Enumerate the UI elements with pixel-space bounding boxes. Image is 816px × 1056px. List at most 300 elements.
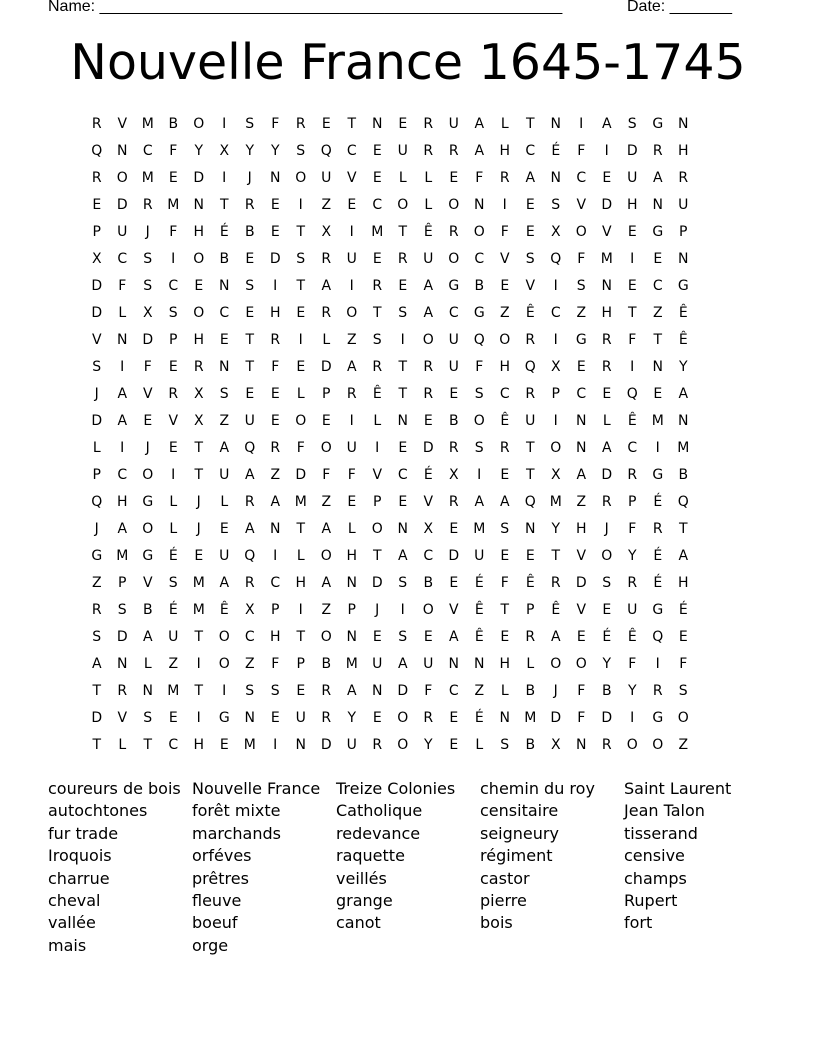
grid-letter: E [219, 332, 229, 348]
grid-letter: S [602, 575, 612, 591]
word-item: Rupert [624, 890, 678, 910]
grid-letter: S [168, 575, 178, 591]
grid-row [84, 115, 736, 142]
grid-letter: N [576, 413, 587, 429]
grid-letter: Z [321, 197, 332, 213]
grid-letter: E [627, 224, 637, 240]
grid-letter: H [269, 305, 281, 321]
grid-letter: S [143, 251, 153, 267]
grid-letter: G [652, 116, 664, 132]
grid-letter: A [142, 629, 153, 645]
grid-letter: F [577, 143, 586, 159]
grid-letter: Z [270, 467, 281, 483]
grid-letter: R [397, 251, 408, 267]
grid-letter: B [219, 251, 230, 267]
grid-letter: F [475, 170, 484, 186]
grid-letter: U [168, 629, 179, 645]
grid-letter: Y [678, 359, 688, 375]
grid-letter: D [448, 548, 460, 564]
grid-letter: M [345, 656, 358, 672]
word-item: fur trade [48, 823, 119, 843]
grid-letter: É [423, 467, 433, 483]
grid-letter: E [194, 278, 204, 294]
grid-letter: N [372, 683, 383, 699]
grid-letter: D [371, 575, 383, 591]
grid-letter: C [627, 440, 638, 456]
grid-letter: L [92, 440, 101, 456]
grid-letter: P [679, 224, 688, 240]
grid-letter: V [372, 467, 383, 483]
grid-letter: É [168, 602, 178, 618]
grid-letter: F [271, 116, 280, 132]
grid-letter: H [626, 197, 638, 213]
grid-letter: I [120, 359, 125, 375]
grid-letter: R [448, 143, 459, 159]
grid-letter: E [168, 440, 178, 456]
grid-letter: O [320, 440, 332, 456]
grid-letter: M [116, 548, 129, 564]
grid-letter: Y [245, 143, 255, 159]
grid-letter: M [600, 251, 613, 267]
grid-letter: X [550, 359, 561, 375]
grid-letter: I [553, 332, 558, 348]
grid-letter: C [576, 386, 587, 402]
grid-letter: V [168, 413, 179, 429]
grid-letter: N [219, 359, 230, 375]
grid-letter: E [245, 305, 255, 321]
grid-letter: O [448, 251, 460, 267]
grid-letter: Y [602, 656, 612, 672]
grid-row [84, 439, 736, 466]
name-field-label: Name: ____________________________________________________ [48, 0, 563, 15]
grid-letter: E [449, 575, 459, 591]
grid-letter: E [602, 602, 612, 618]
grid-letter: T [194, 683, 204, 699]
grid-letter: D [295, 467, 307, 483]
word-item: fort [624, 913, 653, 933]
grid-letter: Ê [500, 413, 510, 429]
grid-letter: S [296, 143, 306, 159]
grid-letter: O [320, 548, 332, 564]
grid-letter: H [269, 629, 281, 645]
grid-row [84, 655, 736, 682]
grid-letter: O [601, 548, 613, 564]
grid-letter: Ê [678, 305, 688, 321]
grid-letter: I [349, 224, 354, 240]
grid-letter: A [219, 575, 230, 591]
grid-letter: M [192, 602, 205, 618]
grid-letter: S [627, 116, 637, 132]
grid-letter: N [244, 710, 255, 726]
word-item: orge [192, 935, 229, 955]
grid-letter: I [553, 278, 558, 294]
grid-letter: É [678, 602, 688, 618]
grid-letter: V [91, 332, 102, 348]
grid-letter: E [449, 737, 459, 753]
grid-letter: O [346, 305, 358, 321]
word-item: cheval [48, 890, 101, 910]
grid-letter: Q [320, 143, 332, 159]
grid-letter: I [655, 656, 660, 672]
grid-row [84, 736, 736, 763]
grid-row [84, 412, 736, 439]
grid-letter: J [553, 683, 558, 699]
word-item: pierre [480, 890, 527, 910]
grid-row [84, 277, 736, 304]
grid-letter: C [397, 467, 408, 483]
grid-letter: H [499, 656, 511, 672]
grid-letter: I [630, 359, 635, 375]
grid-letter: A [550, 629, 561, 645]
grid-letter: U [448, 116, 459, 132]
grid-letter: B [142, 602, 153, 618]
grid-letter: Y [627, 548, 637, 564]
word-search-grid [84, 115, 736, 763]
word-item: raquette [336, 846, 405, 866]
grid-letter: E [449, 710, 459, 726]
grid-letter: F [475, 359, 484, 375]
word-column [48, 778, 192, 957]
grid-row [84, 196, 736, 223]
grid-letter: L [475, 737, 484, 753]
word-item: redevance [336, 823, 421, 843]
grid-letter: P [526, 602, 535, 618]
grid-letter: É [474, 710, 484, 726]
grid-letter: I [273, 278, 278, 294]
word-item: tisserand [624, 823, 698, 843]
grid-letter: Ê [525, 305, 535, 321]
grid-letter: Z [576, 494, 587, 510]
word-item: régiment [480, 846, 553, 866]
grid-letter: X [550, 467, 561, 483]
grid-row [84, 628, 736, 655]
grid-letter: M [167, 683, 180, 699]
grid-row [84, 331, 736, 358]
grid-row [84, 142, 736, 169]
grid-letter: P [322, 386, 331, 402]
grid-letter: I [349, 413, 354, 429]
grid-letter: E [576, 629, 586, 645]
grid-letter: S [92, 629, 102, 645]
grid-letter: S [219, 386, 229, 402]
grid-letter: Y [551, 521, 561, 537]
word-item: vallée [48, 913, 96, 933]
grid-letter: L [322, 332, 331, 348]
grid-letter: N [397, 413, 408, 429]
grid-letter: H [575, 521, 587, 537]
grid-letter: N [550, 116, 561, 132]
grid-letter: R [652, 521, 663, 537]
grid-letter: D [269, 251, 281, 267]
grid-letter: Q [524, 494, 536, 510]
grid-letter: I [222, 116, 227, 132]
grid-letter: T [347, 116, 357, 132]
grid-letter: R [627, 467, 638, 483]
grid-letter: R [448, 494, 459, 510]
grid-letter: N [678, 413, 689, 429]
grid-letter: Ê [219, 602, 229, 618]
grid-letter: S [270, 683, 280, 699]
grid-letter: C [142, 143, 153, 159]
grid-letter: B [244, 224, 255, 240]
grid-letter: N [270, 170, 281, 186]
grid-letter: A [244, 521, 255, 537]
grid-row [84, 250, 736, 277]
grid-letter: R [499, 170, 510, 186]
grid-letter: T [296, 521, 306, 537]
grid-letter: N [652, 197, 663, 213]
grid-letter: Z [499, 305, 510, 321]
grid-letter: O [193, 305, 205, 321]
grid-letter: R [91, 116, 102, 132]
grid-letter: R [321, 305, 332, 321]
grid-letter: X [193, 413, 204, 429]
grid-letter: D [193, 170, 205, 186]
grid-letter: U [397, 143, 408, 159]
word-item: castor [480, 868, 530, 888]
grid-letter: D [91, 710, 103, 726]
grid-letter: G [575, 332, 587, 348]
grid-letter: Z [168, 656, 179, 672]
grid-letter: L [169, 494, 178, 510]
grid-letter: T [92, 737, 102, 753]
grid-letter: M [371, 224, 384, 240]
grid-letter: O [320, 629, 332, 645]
grid-letter: M [141, 170, 154, 186]
grid-letter: E [270, 197, 280, 213]
grid-letter: E [525, 224, 535, 240]
grid-letter: T [372, 305, 382, 321]
grid-letter: T [92, 683, 102, 699]
grid-letter: M [294, 494, 307, 510]
grid-letter: N [117, 143, 128, 159]
grid-letter: E [423, 413, 433, 429]
grid-letter: G [218, 710, 230, 726]
grid-letter: É [653, 548, 663, 564]
grid-letter: I [298, 332, 303, 348]
grid-letter: E [321, 116, 331, 132]
grid-letter: S [474, 386, 484, 402]
grid-letter: U [627, 170, 638, 186]
word-item: coureurs de bois [48, 779, 181, 798]
grid-letter: A [321, 521, 332, 537]
grid-letter: Y [270, 143, 280, 159]
grid-letter: Z [576, 305, 587, 321]
word-item: censitaire [480, 801, 559, 821]
grid-letter: Z [321, 494, 332, 510]
word-item: orféves [192, 846, 252, 866]
grid-letter: E [678, 629, 688, 645]
grid-letter: S [398, 629, 408, 645]
grid-letter: H [346, 548, 358, 564]
grid-row [84, 682, 736, 709]
grid-letter: D [320, 737, 332, 753]
grid-letter: O [652, 737, 664, 753]
grid-letter: C [576, 170, 587, 186]
grid-letter: É [602, 629, 612, 645]
grid-letter: I [298, 197, 303, 213]
grid-letter: G [652, 224, 664, 240]
grid-letter: R [423, 386, 434, 402]
grid-letter: P [118, 575, 127, 591]
grid-letter: N [499, 710, 510, 726]
grid-letter: N [448, 656, 459, 672]
grid-letter: Ê [551, 602, 561, 618]
grid-letter: R [652, 683, 663, 699]
word-item: charrue [48, 868, 110, 888]
grid-letter: O [448, 197, 460, 213]
grid-letter: I [273, 548, 278, 564]
grid-letter: R [346, 386, 357, 402]
grid-letter: T [194, 440, 204, 456]
grid-letter: E [347, 494, 357, 510]
grid-letter: E [270, 224, 280, 240]
grid-letter: R [601, 332, 612, 348]
grid-letter: E [500, 629, 510, 645]
grid-letter: N [219, 278, 230, 294]
grid-letter: A [91, 656, 102, 672]
grid-letter: R [601, 494, 612, 510]
grid-letter: X [244, 602, 255, 618]
grid-letter: A [397, 548, 408, 564]
grid-row [84, 601, 736, 628]
grid-letter: E [398, 116, 408, 132]
grid-letter: T [296, 224, 306, 240]
grid-letter: J [196, 521, 201, 537]
grid-letter: R [448, 440, 459, 456]
grid-letter: E [398, 440, 408, 456]
grid-letter: E [372, 251, 382, 267]
grid-letter: C [550, 305, 561, 321]
grid-row [84, 223, 736, 250]
grid-letter: U [346, 251, 357, 267]
grid-letter: P [296, 656, 305, 672]
grid-letter: A [601, 116, 612, 132]
grid-letter: J [196, 494, 201, 510]
grid-letter: U [346, 737, 357, 753]
grid-letter: F [424, 683, 433, 699]
grid-letter: D [91, 305, 103, 321]
grid-letter: Y [194, 143, 204, 159]
grid-letter: B [678, 467, 689, 483]
grid-letter: C [117, 251, 128, 267]
grid-letter: X [550, 737, 561, 753]
grid-letter: T [678, 521, 688, 537]
word-item: Catholique [336, 801, 423, 821]
grid-letter: T [194, 467, 204, 483]
grid-letter: V [576, 602, 587, 618]
grid-letter: P [92, 467, 101, 483]
word-item: censive [624, 846, 685, 866]
grid-letter: E [219, 521, 229, 537]
grid-letter: H [677, 143, 689, 159]
grid-letter: T [398, 224, 408, 240]
grid-letter: D [575, 575, 587, 591]
grid-letter: X [550, 224, 561, 240]
grid-letter: R [423, 143, 434, 159]
grid-letter: N [270, 521, 281, 537]
grid-letter: T [143, 737, 153, 753]
grid-letter: L [526, 656, 535, 672]
grid-letter: T [245, 332, 255, 348]
grid-letter: F [271, 656, 280, 672]
grid-letter: R [525, 332, 536, 348]
grid-letter: D [626, 143, 638, 159]
grid-row [84, 709, 736, 736]
grid-letter: A [321, 278, 332, 294]
grid-letter: O [397, 737, 409, 753]
grid-letter: N [295, 737, 306, 753]
grid-letter: F [118, 278, 127, 294]
grid-letter: R [601, 737, 612, 753]
grid-letter: A [117, 386, 128, 402]
grid-letter: N [474, 197, 485, 213]
grid-letter: I [196, 656, 201, 672]
grid-letter: G [91, 548, 103, 564]
grid-letter: C [346, 143, 357, 159]
grid-letter: A [244, 467, 255, 483]
grid-letter: E [576, 359, 586, 375]
grid-letter: T [245, 359, 255, 375]
grid-letter: P [373, 494, 382, 510]
grid-letter: J [145, 224, 150, 240]
grid-letter: A [423, 305, 434, 321]
grid-letter: I [400, 332, 405, 348]
grid-letter: A [474, 116, 485, 132]
grid-letter: R [423, 710, 434, 726]
grid-letter: R [652, 143, 663, 159]
grid-letter: C [652, 278, 663, 294]
grid-letter: J [145, 440, 150, 456]
grid-letter: R [372, 278, 383, 294]
grid-letter: C [525, 143, 536, 159]
grid-letter: B [601, 683, 612, 699]
word-column [192, 778, 336, 957]
grid-letter: B [423, 575, 434, 591]
grid-letter: P [551, 386, 560, 402]
grid-letter: C [423, 548, 434, 564]
grid-letter: A [678, 548, 689, 564]
grid-letter: U [448, 332, 459, 348]
word-column [336, 778, 480, 935]
grid-letter: R [525, 629, 536, 645]
grid-letter: F [169, 143, 178, 159]
grid-letter: E [500, 278, 510, 294]
grid-letter: T [525, 467, 535, 483]
grid-letter: E [500, 548, 510, 564]
word-item: canot [336, 913, 381, 933]
grid-letter: S [398, 575, 408, 591]
grid-letter: E [270, 413, 280, 429]
grid-letter: R [244, 575, 255, 591]
grid-letter: Ê [627, 413, 637, 429]
grid-letter: S [474, 440, 484, 456]
grid-letter: S [296, 251, 306, 267]
grid-letter: T [372, 548, 382, 564]
grid-letter: A [346, 359, 357, 375]
grid-row [84, 304, 736, 331]
grid-letter: J [94, 386, 99, 402]
grid-letter: O [193, 251, 205, 267]
grid-letter: Z [219, 413, 230, 429]
grid-letter: X [142, 305, 153, 321]
grid-letter: L [169, 521, 178, 537]
grid-letter: R [117, 683, 128, 699]
word-item: chemin du roy [480, 779, 595, 798]
grid-letter: Z [91, 575, 102, 591]
grid-letter: G [142, 548, 154, 564]
grid-letter: Q [652, 629, 664, 645]
